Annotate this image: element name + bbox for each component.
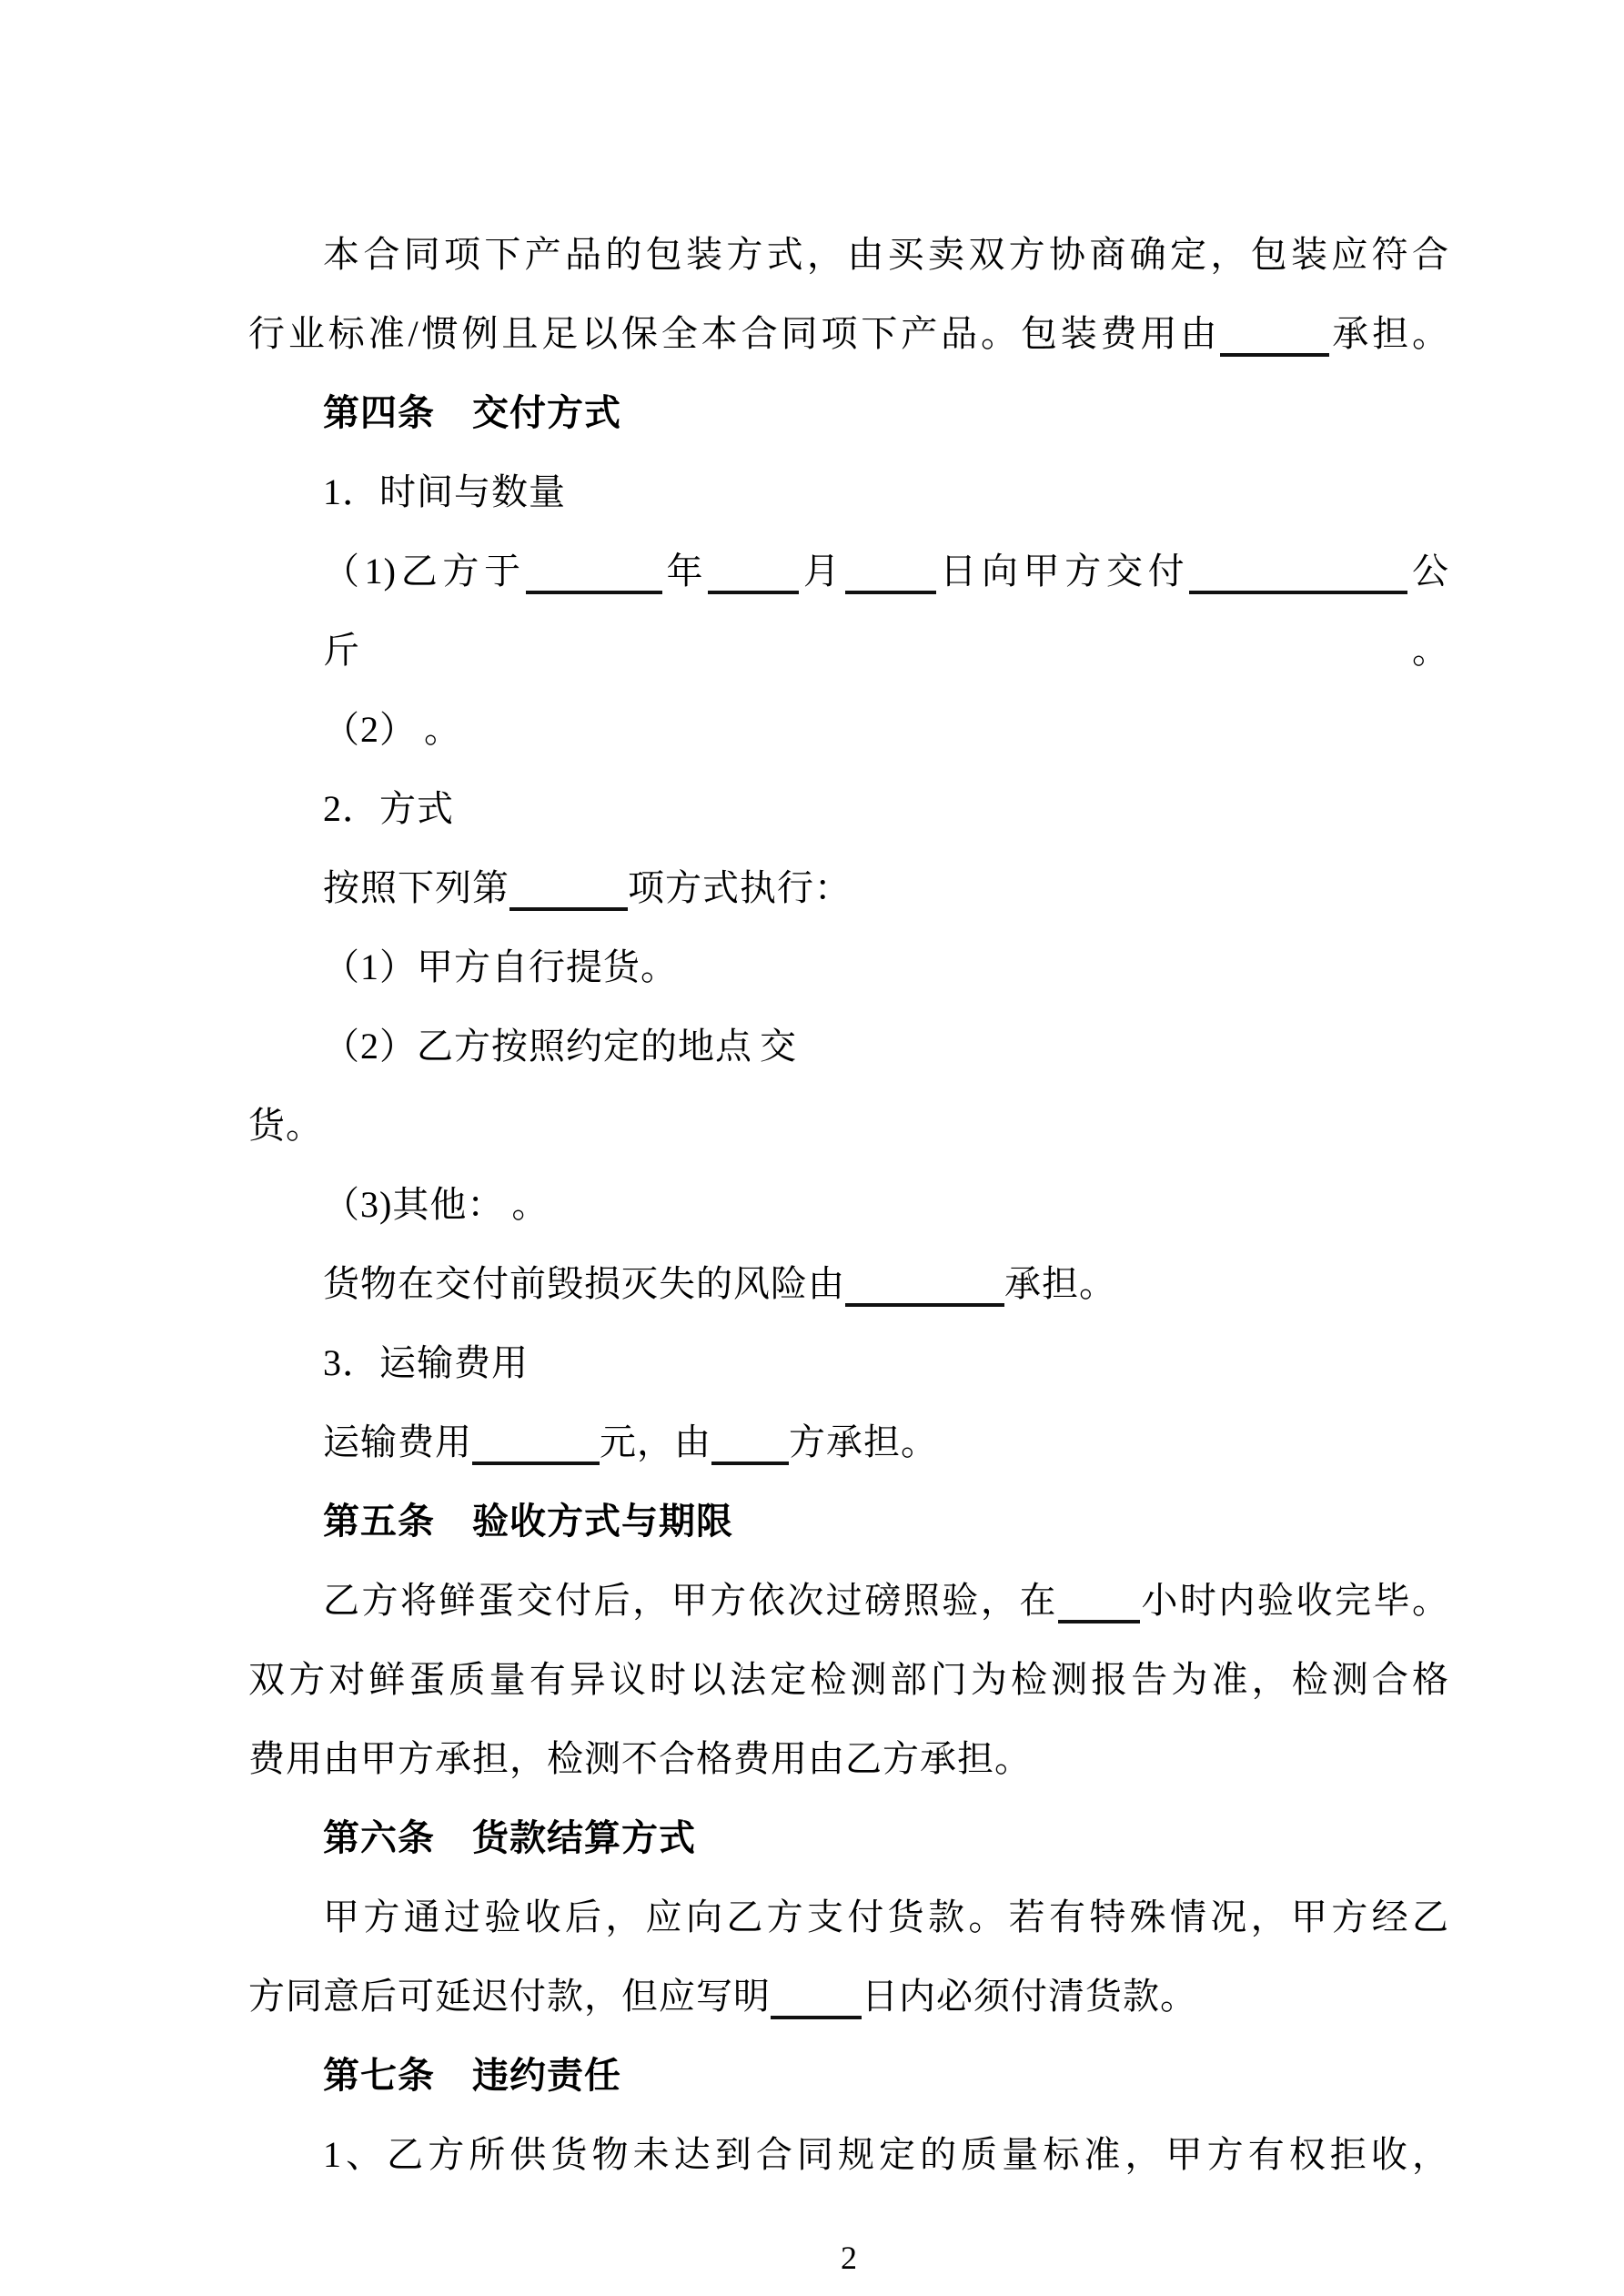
line-text: 甲方通过验收后，应向乙方支付货款。若有特殊情况，甲方经乙	[323, 1896, 1449, 1937]
payment-line-2	[248, 1957, 1449, 2036]
line-text: 月	[799, 551, 845, 592]
heading-text: 第六条 货款结算方式	[323, 1817, 696, 1858]
line-text: 双方对鲜蛋质量有异议时以法定检测部门为检测报告为准，检测合格	[248, 1659, 1449, 1700]
method-intro-line	[248, 848, 1449, 927]
sub1-heading-time-quantity	[248, 452, 1449, 531]
line-text: 1．时间与数量	[323, 471, 566, 512]
line-text: （1）甲方自行提货。	[323, 946, 678, 987]
article-4-heading	[248, 373, 1449, 452]
line-text: 行业标准/惯例且足以保全本合同项下产品。包装费用由	[248, 313, 1221, 354]
line-text: 日内必须付清货款。	[862, 1976, 1197, 2017]
line-text: 交	[760, 1026, 797, 1067]
heading-text: 第七条 违约责任	[323, 2055, 621, 2096]
blank-underline-quantity	[1189, 545, 1407, 594]
line-text: 小时内验收完毕。	[1139, 1580, 1450, 1621]
line-text: 乙方将鲜蛋交付后，甲方依次过磅照验，在	[323, 1580, 1058, 1621]
line-text: 日向甲方交付	[935, 551, 1190, 592]
packaging-clause-line-1	[248, 215, 1449, 294]
blank-underline-option	[509, 862, 628, 911]
blank-underline-risk-bearer	[845, 1258, 1004, 1307]
article-6-heading	[248, 1798, 1449, 1877]
line-text: 公斤。	[323, 551, 1450, 671]
blank-underline-party	[711, 1416, 789, 1465]
line-text: 货物在交付前毁损灭失的风险由	[323, 1263, 845, 1304]
method-item-1	[248, 927, 1449, 1006]
blank-underline-month	[708, 545, 799, 594]
line-text: 年	[661, 551, 709, 592]
breach-line-1	[248, 2115, 1449, 2194]
inspection-line-1	[248, 1561, 1449, 1640]
line-text: 方同意后可延迟付款，但应写明	[248, 1976, 771, 2017]
blank-underline-day	[845, 545, 936, 594]
blank-underline-amount	[472, 1416, 600, 1465]
blank-underline-year	[526, 545, 662, 594]
method-item-2	[248, 1006, 1449, 1086]
delivery-time-item-2	[248, 690, 1449, 769]
line-text: （3)其他：	[323, 1184, 505, 1225]
line-text: 元，由	[600, 1421, 711, 1462]
line-text: 本合同项下产品的包装方式，由买卖双方协商确定，包装应符合	[323, 234, 1449, 275]
line-text: （2）	[323, 709, 417, 750]
risk-clause-line	[248, 1244, 1449, 1323]
delivery-time-item-1	[248, 531, 1449, 690]
blank-underline-days	[771, 1970, 862, 2019]
line-text: 2．方式	[323, 788, 454, 829]
line-text: （2）乙方按照约定的地点	[323, 1026, 752, 1067]
line-text: 项方式执行：	[628, 867, 852, 908]
method-item-3	[248, 1165, 1449, 1244]
line-text: 1、乙方所供货物未达到合同规定的质量标准，甲方有权拒收，	[323, 2134, 1449, 2175]
line-text: 运输费用	[323, 1421, 472, 1462]
line-text: 按照下列第	[323, 867, 509, 908]
line-text: 费用由甲方承担，检测不合格费用由乙方承担。	[248, 1738, 1032, 1779]
article-7-heading	[248, 2036, 1449, 2115]
article-5-heading	[248, 1482, 1449, 1561]
inspection-line-2	[248, 1640, 1449, 1719]
line-text: 。	[511, 1184, 550, 1225]
line-text: 3．运输费用	[323, 1342, 529, 1383]
heading-text: 第五条 验收方式与期限	[323, 1501, 733, 1542]
blank-underline	[1220, 308, 1329, 357]
line-text: 。	[424, 709, 461, 750]
heading-text: 第四条 交付方式	[323, 392, 621, 433]
packaging-clause-line-2	[248, 294, 1449, 373]
inspection-line-3	[248, 1719, 1449, 1798]
payment-line-1	[248, 1877, 1449, 1957]
sub3-heading-freight	[248, 1323, 1449, 1402]
freight-cost-line	[248, 1402, 1449, 1482]
line-text: 承担。	[1329, 313, 1449, 354]
page-number: 2	[841, 2240, 857, 2276]
line-text: 货。	[248, 1105, 323, 1146]
method-item-2-continuation	[248, 1086, 1449, 1165]
blank-underline-hours	[1058, 1574, 1140, 1623]
line-text: 承担。	[1004, 1263, 1116, 1304]
sub2-heading-method	[248, 769, 1449, 848]
line-text: （1)乙方于	[323, 551, 526, 592]
line-text: 方承担。	[789, 1421, 938, 1462]
